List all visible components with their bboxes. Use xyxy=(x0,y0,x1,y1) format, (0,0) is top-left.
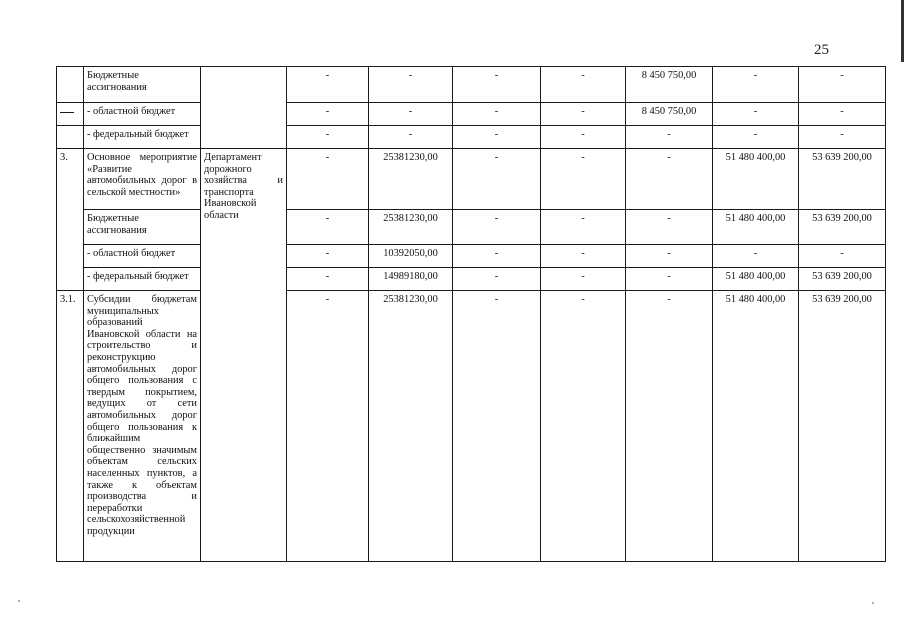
value-cell: - xyxy=(713,103,799,126)
value-cell: - xyxy=(713,245,799,268)
value-cell: - xyxy=(541,245,626,268)
scan-speck xyxy=(18,600,20,602)
executor-cell xyxy=(201,67,287,149)
value-cell: - xyxy=(287,291,369,562)
value-cell: - xyxy=(453,245,541,268)
value-cell: - xyxy=(369,67,453,103)
value-cell: - xyxy=(541,268,626,291)
value-cell: - xyxy=(626,126,713,149)
value-cell: 25381230,00 xyxy=(369,149,453,210)
value-cell: - xyxy=(626,268,713,291)
page-number: 25 xyxy=(814,42,829,58)
value-cell: - xyxy=(287,126,369,149)
value-cell: - xyxy=(626,149,713,210)
value-cell: 25381230,00 xyxy=(369,291,453,562)
value-cell: - xyxy=(541,291,626,562)
value-cell: - xyxy=(287,103,369,126)
value-cell: - xyxy=(626,291,713,562)
scan-edge-line xyxy=(901,0,904,62)
table-row xyxy=(57,268,886,291)
row-label: - областной бюджет xyxy=(84,245,201,268)
value-cell: - xyxy=(453,126,541,149)
value-cell: - xyxy=(799,126,886,149)
table-row xyxy=(57,149,886,210)
value-cell: - xyxy=(541,126,626,149)
row-label: Бюджетные ассигнования xyxy=(84,67,201,103)
table-row xyxy=(57,126,886,149)
value-cell: - xyxy=(287,149,369,210)
row-label: - федеральный бюджет xyxy=(84,126,201,149)
row-index-cell xyxy=(57,126,84,149)
value-cell: - xyxy=(713,126,799,149)
executor-cell: Департамент дорожного хозяйства и транспорта Ивановской области xyxy=(201,149,287,562)
value-cell: - xyxy=(287,67,369,103)
row-index-cell: 3.1. xyxy=(57,291,84,562)
row-label: - федеральный бюджет xyxy=(84,268,201,291)
row-label: Бюджетные ассигнования xyxy=(84,210,201,245)
value-cell: 8 450 750,00 xyxy=(626,67,713,103)
value-cell: 25381230,00 xyxy=(369,210,453,245)
table-row xyxy=(57,291,886,562)
value-cell: - xyxy=(799,103,886,126)
value-cell: 51 480 400,00 xyxy=(713,268,799,291)
value-cell: 10392050,00 xyxy=(369,245,453,268)
value-cell: 53 639 200,00 xyxy=(799,149,886,210)
table-row xyxy=(57,210,886,245)
row-label: Субсидии бюджетам муниципальных образований Ивановской области на строительство и реконструкцию автомобильных дорог общего пользования с твердым покрытием, ведущих от сети автомобильных дорог общего пользования к ближайшим общественно значимым объектам сельских населенных пунктов, а также к объектам производства и переработки сельскохозяйственной продукции xyxy=(84,291,201,562)
value-cell: - xyxy=(541,103,626,126)
value-cell: - xyxy=(453,268,541,291)
value-cell: 53 639 200,00 xyxy=(799,291,886,562)
scan-speck xyxy=(872,602,874,604)
table-row xyxy=(57,103,886,126)
value-cell: 14989180,00 xyxy=(369,268,453,291)
dash-mark-icon xyxy=(60,112,74,121)
budget-table xyxy=(56,66,886,562)
value-cell: 8 450 750,00 xyxy=(626,103,713,126)
value-cell: - xyxy=(799,245,886,268)
value-cell: - xyxy=(369,103,453,126)
value-cell: - xyxy=(287,210,369,245)
row-label: Основное мероприятие «Развитие автомобильных дорог в сельской местности» xyxy=(84,149,201,210)
value-cell: - xyxy=(453,210,541,245)
value-cell: - xyxy=(453,103,541,126)
value-cell: - xyxy=(453,291,541,562)
value-cell: - xyxy=(287,245,369,268)
value-cell: - xyxy=(541,149,626,210)
table-row xyxy=(57,245,886,268)
value-cell: - xyxy=(541,67,626,103)
value-cell: - xyxy=(453,67,541,103)
value-cell: 51 480 400,00 xyxy=(713,210,799,245)
value-cell: - xyxy=(626,210,713,245)
row-label: - областной бюджет xyxy=(84,103,201,126)
value-cell: 53 639 200,00 xyxy=(799,210,886,245)
value-cell: - xyxy=(626,245,713,268)
value-cell: - xyxy=(369,126,453,149)
table-row xyxy=(57,67,886,103)
value-cell: 51 480 400,00 xyxy=(713,149,799,210)
row-index-cell xyxy=(57,67,84,103)
value-cell: 51 480 400,00 xyxy=(713,291,799,562)
value-cell: 53 639 200,00 xyxy=(799,268,886,291)
value-cell: - xyxy=(541,210,626,245)
value-cell: - xyxy=(713,67,799,103)
value-cell: - xyxy=(799,67,886,103)
value-cell: - xyxy=(453,149,541,210)
value-cell: - xyxy=(287,268,369,291)
row-index-cell: 3. xyxy=(57,149,84,291)
row-index-cell xyxy=(57,103,84,126)
